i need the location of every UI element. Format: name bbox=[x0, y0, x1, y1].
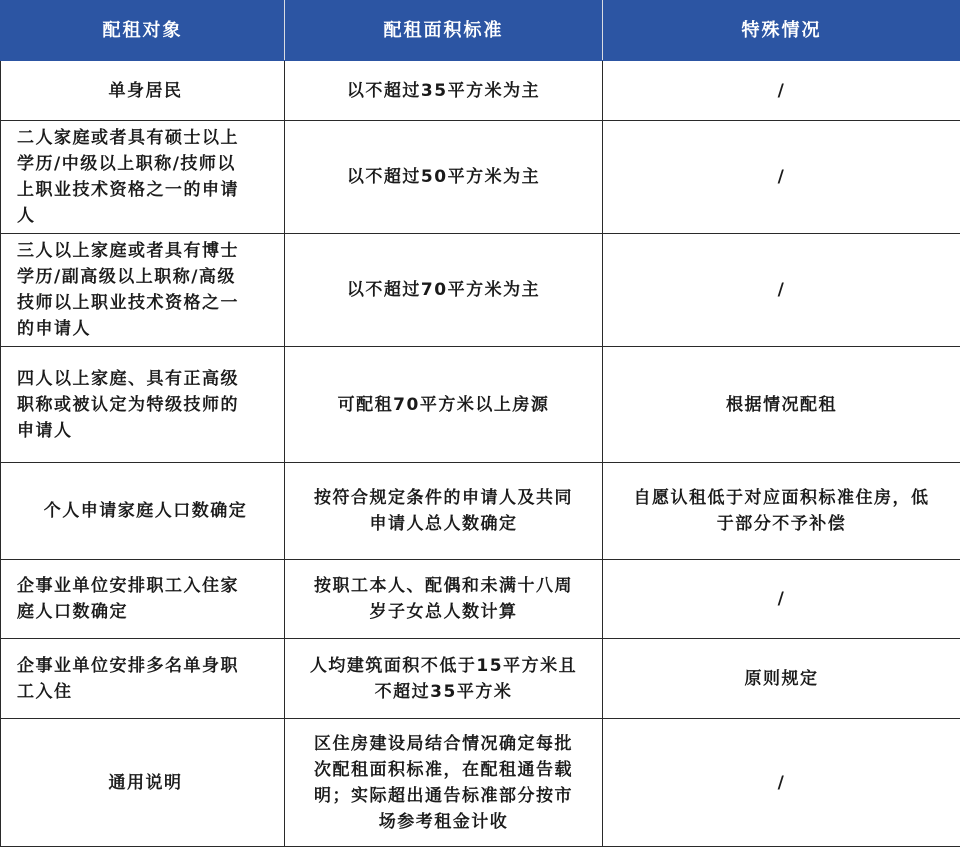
cell-target: 四人以上家庭、具有正高级 职称或被认定为特级技师的 申请人 bbox=[1, 347, 285, 463]
cell-standard: 按符合规定条件的申请人及共同 申请人总人数确定 bbox=[285, 463, 603, 560]
table-row bbox=[1, 61, 960, 121]
cell-target: 通用说明 bbox=[1, 719, 285, 847]
table-row bbox=[1, 719, 960, 847]
cell-standard: 人均建筑面积不低于15平方米且 不超过35平方米 bbox=[285, 639, 603, 719]
header-standard: 配租面积标准 bbox=[285, 1, 603, 61]
cell-standard: 以不超过50平方米为主 bbox=[285, 121, 603, 234]
header-row bbox=[1, 1, 960, 61]
cell-special: / bbox=[603, 719, 960, 847]
cell-target: 单身居民 bbox=[1, 61, 285, 121]
cell-special: 原则规定 bbox=[603, 639, 960, 719]
cell-special: / bbox=[603, 234, 960, 347]
table-row bbox=[1, 463, 960, 560]
cell-target: 企事业单位安排多名单身职 工入住 bbox=[1, 639, 285, 719]
table-row bbox=[1, 234, 960, 347]
cell-target: 企事业单位安排职工入住家 庭人口数确定 bbox=[1, 560, 285, 639]
cell-target: 个人申请家庭人口数确定 bbox=[1, 463, 285, 560]
cell-standard: 区住房建设局结合情况确定每批 次配租面积标准，在配租通告载 明；实际超出通告标准部分按市 场参考租金计收 bbox=[285, 719, 603, 847]
cell-target: 二人家庭或者具有硕士以上 学历/中级以上职称/技师以 上职业技术资格之一的申请 人 bbox=[1, 121, 285, 234]
cell-standard: 以不超过35平方米为主 bbox=[285, 61, 603, 121]
table-row bbox=[1, 347, 960, 463]
cell-target: 三人以上家庭或者具有博士 学历/副高级以上职称/高级 技师以上职业技术资格之一 的申请人 bbox=[1, 234, 285, 347]
cell-special: 根据情况配租 bbox=[603, 347, 960, 463]
cell-special: / bbox=[603, 121, 960, 234]
cell-standard: 以不超过70平方米为主 bbox=[285, 234, 603, 347]
table-header bbox=[1, 1, 960, 61]
cell-standard: 按职工本人、配偶和未满十八周 岁子女总人数计算 bbox=[285, 560, 603, 639]
table-row bbox=[1, 639, 960, 719]
header-special: 特殊情况 bbox=[603, 1, 960, 61]
table-row bbox=[1, 121, 960, 234]
header-target: 配租对象 bbox=[1, 1, 285, 61]
cell-special: 自愿认租低于对应面积标准住房，低 于部分不予补偿 bbox=[603, 463, 960, 560]
cell-special: / bbox=[603, 61, 960, 121]
table-row bbox=[1, 560, 960, 639]
cell-special: / bbox=[603, 560, 960, 639]
table-body bbox=[1, 61, 960, 847]
cell-standard: 可配租70平方米以上房源 bbox=[285, 347, 603, 463]
